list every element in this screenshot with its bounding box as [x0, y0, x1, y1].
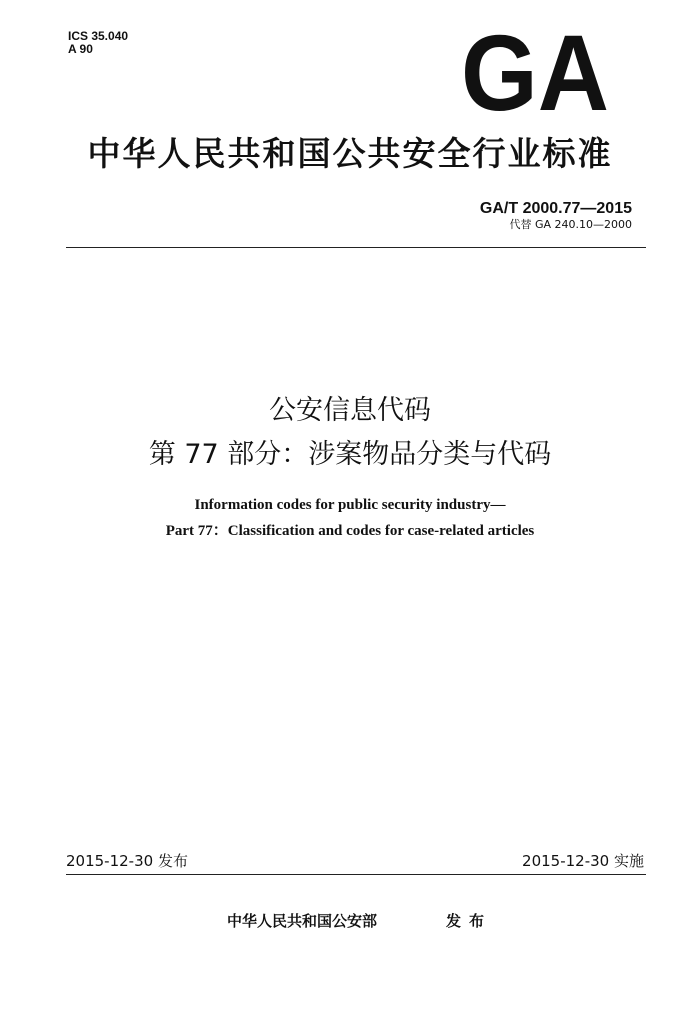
publish-label: 发布 — [446, 912, 493, 930]
ga-logo — [460, 30, 610, 112]
classification-codes — [68, 30, 128, 56]
issuing-authority: 中华人民共和国公安部 — [227, 912, 378, 930]
standard-number: GA/T 2000.77—2015 — [479, 200, 632, 217]
title-zh-line1: 公安信息代码 — [269, 395, 431, 426]
implementation-date: 2015-12-30 实施 — [522, 852, 644, 870]
replaces-standard: 代替 GA 240.10—2000 — [509, 218, 632, 231]
title-en-line1: Information codes for public security industry— — [194, 497, 506, 513]
title-zh-line2: 第 77 部分：涉案物品分类与代码 — [148, 439, 552, 470]
standard-number-block — [480, 200, 632, 232]
title-en-line2: Part 77：Classification and codes for case-related articles — [165, 523, 535, 539]
ics-code: ICS 35.040 — [68, 29, 129, 43]
issue-date: 2015-12-30 发布 — [66, 852, 188, 870]
logo-text: GA — [461, 30, 609, 112]
bottom-divider — [66, 874, 646, 875]
top-divider — [66, 247, 646, 248]
industry-standard-title: 中华人民共和国公共安全行业标准 — [87, 134, 613, 173]
ccs-code: A 90 — [68, 42, 93, 56]
